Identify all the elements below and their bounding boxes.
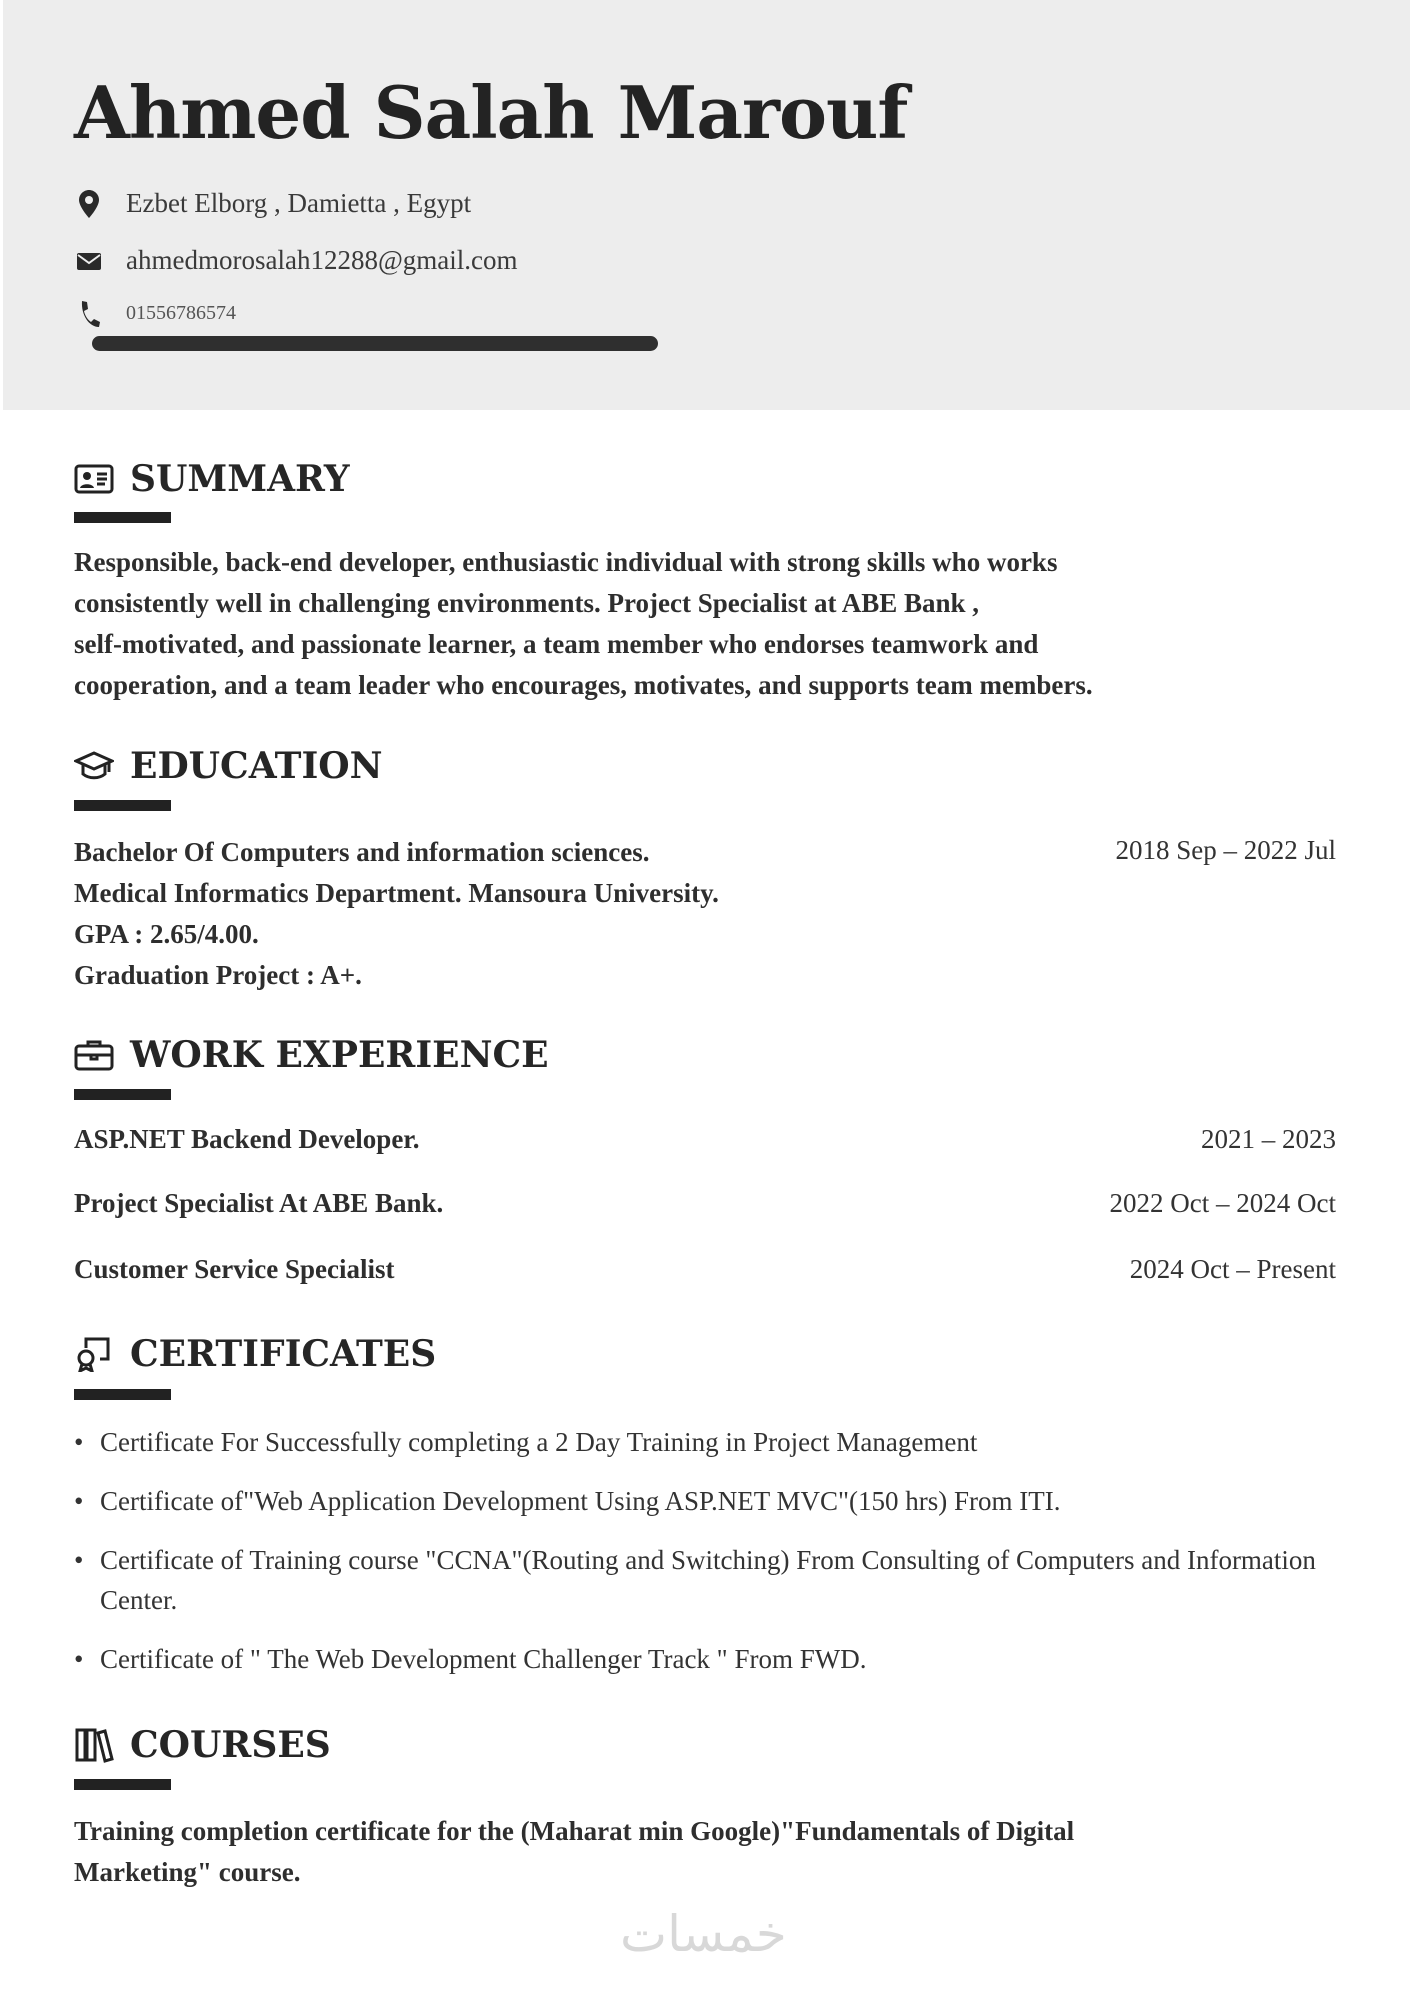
work-dates: 2022 Oct – 2024 Oct	[1109, 1188, 1336, 1218]
certificates-title: CERTIFICATES	[130, 1333, 437, 1375]
summary-line: consistently well in challenging environments. Project Specialist at ABE Bank ,	[74, 588, 980, 618]
gpa: GPA : 2.65/4.00.	[74, 919, 259, 949]
graduation-project: Graduation Project : A+.	[74, 960, 362, 990]
bullet-icon: •	[74, 1545, 84, 1575]
id-card-icon	[74, 461, 116, 497]
summary-line: self-motivated, and passionate learner, a team member who endorses teamwork and	[74, 629, 1039, 659]
phone-icon	[74, 298, 104, 328]
work-role: ASP.NET Backend Developer.	[74, 1124, 420, 1154]
summary-underline	[74, 512, 171, 523]
work-role: Customer Service Specialist	[74, 1254, 395, 1284]
work-underline	[74, 1089, 171, 1100]
summary-line: Responsible, back-end developer, enthusiastic individual with strong skills who works	[74, 547, 1058, 577]
courses-text	[74, 1811, 1074, 1893]
location-text: Ezbet Elborg , Damietta , Egypt	[126, 188, 472, 218]
candidate-name: Ahmed Salah Marouf	[74, 70, 908, 155]
certificate-text: Certificate For Successfully completing a 2 Day Training in Project Management	[100, 1427, 978, 1457]
certificate-item	[74, 1481, 1344, 1521]
course-line: Marketing" course.	[74, 1857, 301, 1887]
location-pin-icon	[74, 189, 104, 219]
certificate-text: Certificate of Training course "CCNA"(Routing and Switching) From Consulting of Computers and Information Center.	[100, 1545, 1316, 1615]
books-icon	[74, 1727, 116, 1763]
summary-title: SUMMARY	[130, 458, 350, 500]
work-item	[74, 1254, 1336, 1285]
contact-email	[74, 245, 518, 276]
education-title: EDUCATION	[130, 745, 383, 787]
certificate-item	[74, 1540, 1344, 1620]
phone-text: 01556786574	[126, 301, 236, 324]
course-line: Training completion certificate for the (Maharat min Google)"Fundamentals of Digital	[74, 1816, 1075, 1846]
work-item	[74, 1124, 1336, 1155]
certificate-text: Certificate of"Web Application Development Using ASP.NET MVC"(150 hrs) From ITI.	[100, 1486, 1061, 1516]
certificate-icon	[74, 1336, 116, 1372]
department: Medical Informatics Department. Mansoura University.	[74, 878, 719, 908]
courses-title: COURSES	[130, 1724, 331, 1766]
graduation-cap-icon	[74, 748, 116, 784]
education-heading	[74, 745, 383, 787]
certificates-heading	[74, 1333, 436, 1375]
education-dates: 2018 Sep – 2022 Jul	[1115, 835, 1336, 865]
certificates-underline	[74, 1389, 171, 1400]
contact-location	[74, 188, 471, 219]
work-dates: 2021 – 2023	[1201, 1124, 1336, 1154]
summary-heading	[74, 458, 350, 500]
contact-phone	[74, 298, 236, 328]
watermark-logo: خمسات	[620, 1905, 787, 1963]
education-dates-row	[74, 835, 1336, 866]
bullet-icon: •	[74, 1427, 84, 1457]
work-heading	[74, 1034, 549, 1076]
certificate-item	[74, 1639, 1344, 1679]
bullet-icon: •	[74, 1486, 84, 1516]
courses-heading	[74, 1724, 331, 1766]
summary-line: cooperation, and a team leader who encourages, motivates, and supports team members.	[74, 670, 1093, 700]
education-underline	[74, 800, 171, 811]
bullet-icon: •	[74, 1644, 84, 1674]
work-title: WORK EXPERIENCE	[130, 1034, 549, 1076]
work-item	[74, 1188, 1336, 1219]
certificate-text: Certificate of " The Web Development Challenger Track " From FWD.	[100, 1644, 867, 1674]
degree: Bachelor Of Computers and information sciences.	[74, 837, 650, 867]
briefcase-icon	[74, 1037, 116, 1073]
courses-underline	[74, 1779, 171, 1790]
redaction-bar	[92, 336, 658, 351]
work-dates: 2024 Oct – Present	[1129, 1254, 1336, 1284]
email-link[interactable]: ahmedmorosalah12288@gmail.com	[126, 245, 518, 275]
certificate-item	[74, 1422, 1344, 1462]
summary-text	[74, 542, 1093, 706]
work-role: Project Specialist At ABE Bank.	[74, 1188, 444, 1218]
envelope-icon	[74, 246, 104, 276]
